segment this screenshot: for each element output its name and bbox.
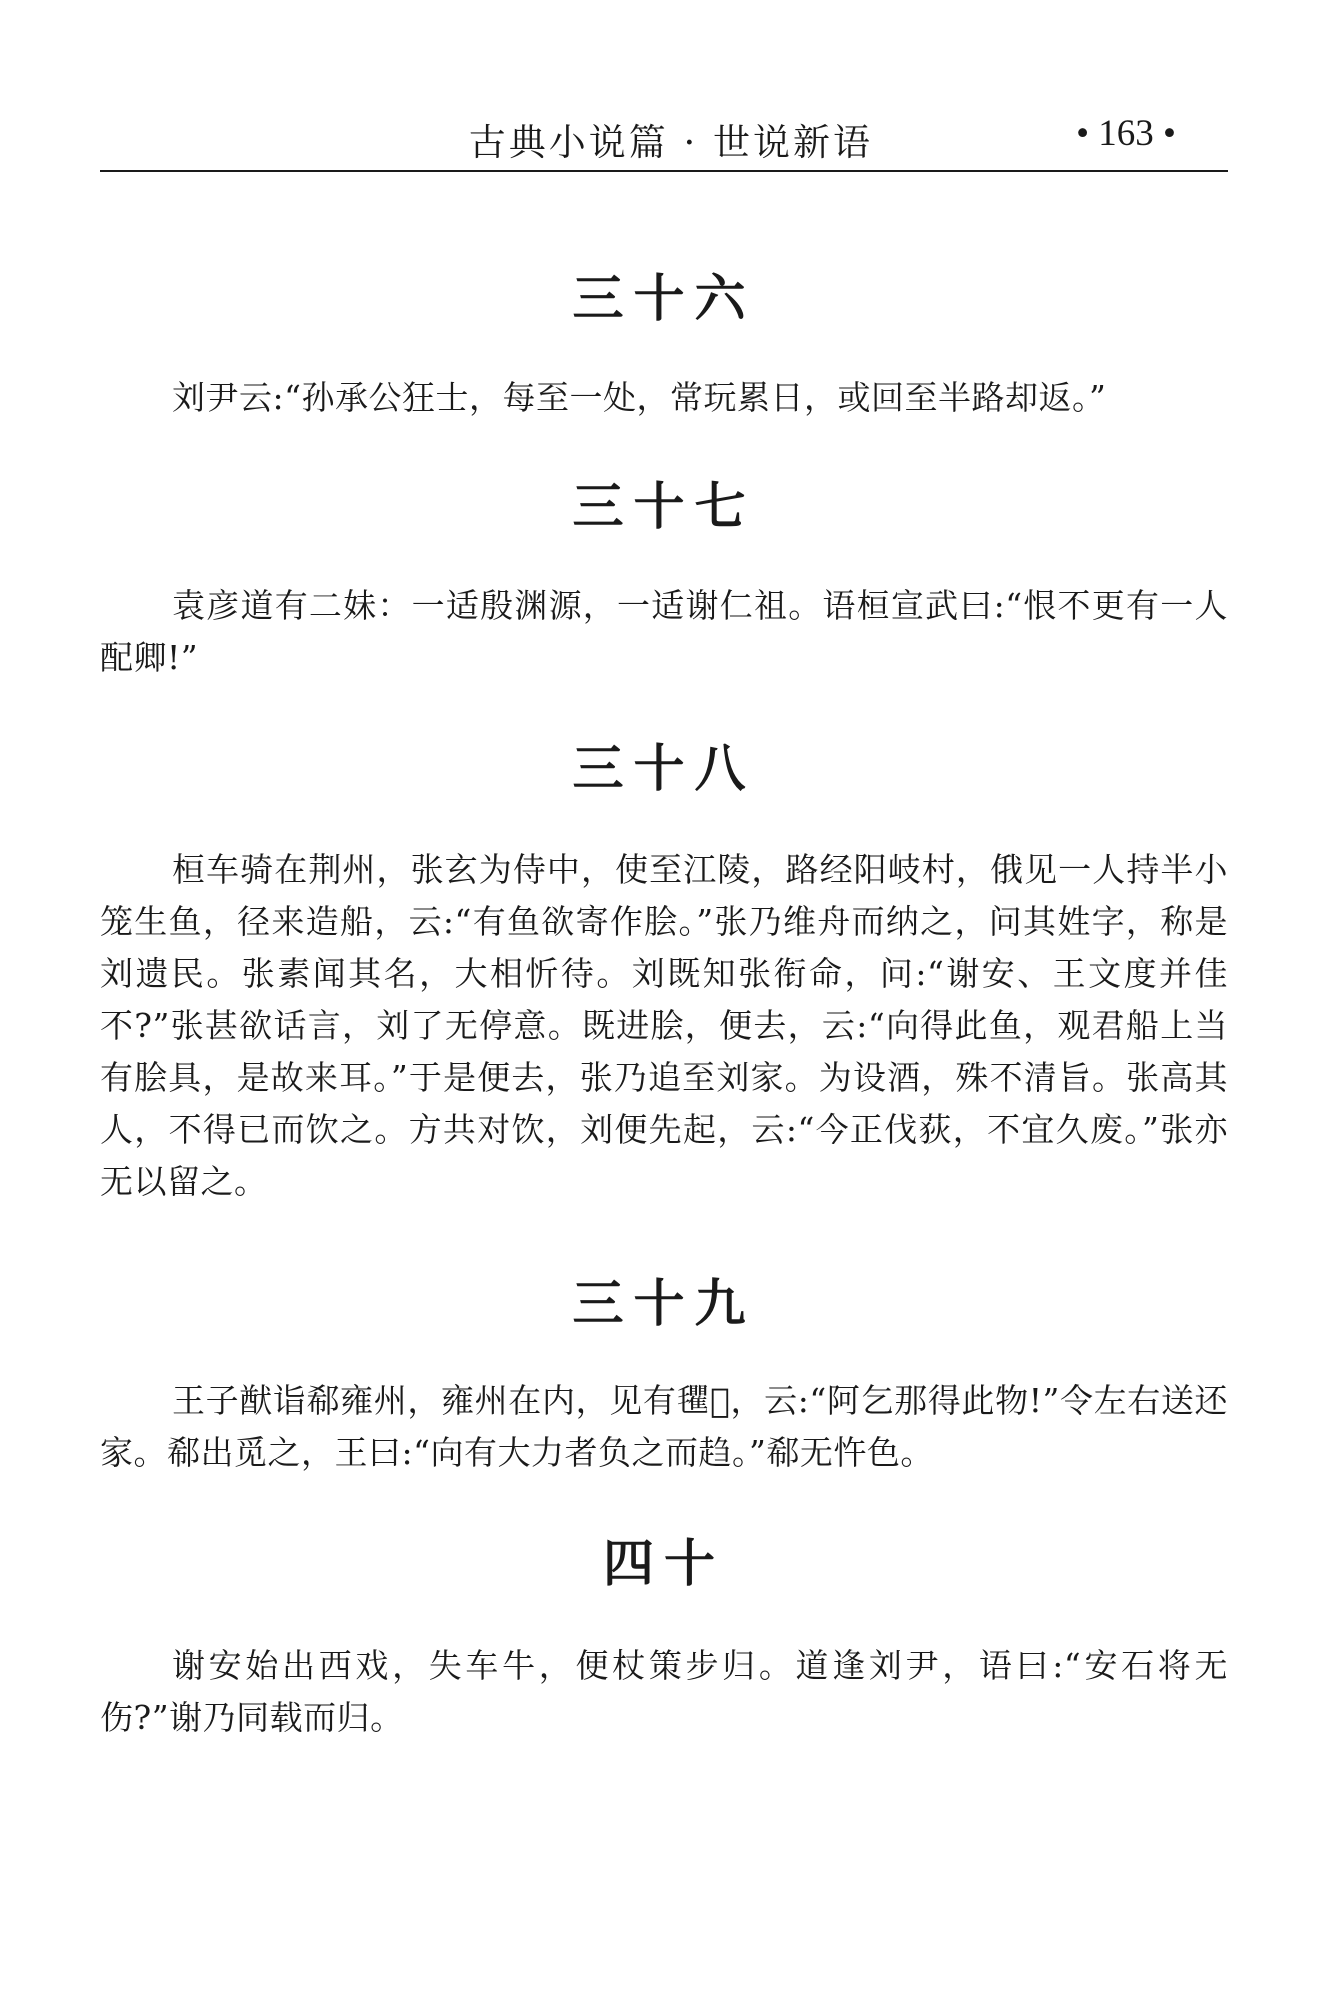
section-title-38: 三十八 xyxy=(572,740,756,799)
section-text-39: 王子猷诣郗雍州，雍州在内，见有𣰽𣯶，云:“阿乞那得此物!”令左右送还家。郗出觅之，王曰:“向有大力者负之而趋。”郗无忤色。 xyxy=(100,1381,1228,1472)
section-title-37: 三十七 xyxy=(572,478,756,537)
section-title-40: 四十 xyxy=(602,1535,725,1594)
section-text-38: 桓车骑在荆州，张玄为侍中，使至江陵，路经阳岐村，俄见一人持半小笼生鱼，径来造船，云:“有鱼欲寄作脍。”张乃维舟而纳之，问其姓字，称是刘遗民。张素闻其名，大相忻待。刘既知张衔命，问:“谢安、王文度并佳不?”张甚欲话言，刘了无停意。既进脍，便去，云:“向得此鱼，观君船上当有脍具，是故来耳。”于是便去，张乃追至刘家。为设酒，殊不清旨。张高其人，不得已而饮之。方共对饮，刘便先起，云:“今正伐荻，不宜久废。”张亦无以留之。 xyxy=(100,850,1228,1201)
section-text-36: 刘尹云:“孙承公狂士，每至一处，常玩累日，或回至半路却返。” xyxy=(172,378,1107,417)
section-title-36: 三十六 xyxy=(572,270,756,329)
page-number: • 163 • xyxy=(1076,113,1176,154)
section-text-37: 袁彦道有二妹：一适殷渊源，一适谢仁祖。语桓宣武曰:“恨不更有一人配卿!” xyxy=(100,586,1228,677)
section-title-39: 三十九 xyxy=(572,1275,756,1334)
running-header xyxy=(100,108,1228,172)
section-text-40: 谢安始出西戏，失车牛，便杖策步归。道逢刘尹，语曰:“安石将无伤?”谢乃同载而归。 xyxy=(100,1646,1228,1737)
running-title: 古典小说篇 · 世说新语 xyxy=(468,121,873,164)
